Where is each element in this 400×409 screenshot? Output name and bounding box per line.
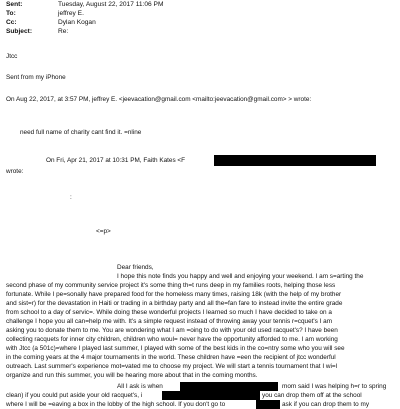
para1-line: challenge I hope you all can=help me with. It's a simple request instead of throwing away your tennis r=cquet's I am xyxy=(6,318,333,325)
sent-row xyxy=(6,1,163,9)
subject-label: Subject: xyxy=(6,28,33,35)
subject-value: Re: xyxy=(58,28,69,35)
para1-line: second phase of my community service project it's some thing th=t runs deep in my families roots, helping those less xyxy=(6,282,336,289)
subject-row xyxy=(6,28,68,36)
redaction-box xyxy=(256,400,280,409)
para1-line: with Jtcc (a 501c)=where I played last summer, I played with some of the best kids in the co=ntry some who you will see xyxy=(6,345,345,352)
para1-line: from school to a day of servic=. While doing these wonderful projects I learned so much I have decided to take on a xyxy=(6,309,332,316)
cc-label: Cc: xyxy=(6,19,17,26)
p-tag: <=p> xyxy=(96,228,111,235)
para2-text: All I ask is when xyxy=(117,383,163,390)
para1-line: and sist=r) for the devastation in Haiti or trading in a birthday party and all the=fan fare to instead invite the entire grade xyxy=(6,300,343,307)
para1-line: asking you to donate them to me. You are wondering what I am =oing to do with your old used racquet's? I have been xyxy=(6,327,338,334)
quote2-header-start: On Fri, Apr 21, 2017 at 10:31 PM, Faith Kates <F xyxy=(46,157,186,164)
para1-line: organize and run this summer, you will be hearing more about that in the coming months. xyxy=(6,372,258,379)
sent-value: Tuesday, August 22, 2017 11:06 PM xyxy=(58,1,164,8)
colon-line: : xyxy=(70,194,72,201)
quote1-text: need full name of charity cant find it. =nline xyxy=(20,129,142,136)
sent-label: Sent: xyxy=(6,1,23,8)
para2-text: you can drop them off at the school xyxy=(262,392,362,399)
redaction-box xyxy=(162,391,260,400)
para2-text: clean) if you could put aside your old racquet's, i xyxy=(6,392,143,399)
para1-line: collecting racquets for inner city children, children who woul= never have the opportunity afforded to me. I am working xyxy=(6,336,338,343)
para1-line: outreach. Last summer's experience mot=vated me to choose my project. We will start a tennis tournament that I wi=l xyxy=(6,363,338,370)
cc-row xyxy=(6,19,96,27)
jtcc-line: Jtcc xyxy=(6,53,18,60)
greeting: Dear friends, xyxy=(117,264,154,271)
signature: Sent from my iPhone xyxy=(6,74,66,81)
para1-line: fortunate. While I pe=sonally have prepared food for the homeless many times, raising 18k (with the help of my brother xyxy=(6,291,342,298)
para2-text: where I will be =eaving a box in the lobby of the high school. If you don't go to xyxy=(6,401,226,408)
para2-text: ask if you can drop them to my xyxy=(282,401,370,408)
para1-line: in the coming years at the 4 major tournaments in the world. These children have =een the recipient of jtcc wonderful xyxy=(6,354,336,361)
cc-value: Dylan Kogan xyxy=(58,19,96,26)
para2-text: mom said I was helping h=r to spring xyxy=(282,383,387,390)
para1-line: I hope this note finds you happy and well and enjoying your weekend. I am s=arting the xyxy=(117,273,364,280)
to-value: jeffrey E. xyxy=(58,10,84,17)
quote1-header: On Aug 22, 2017, at 3:57 PM, jeffrey E. <jeevacation@gmail.com <mailto:jeevacation@gmail.com> > wrote: xyxy=(6,96,312,103)
to-row xyxy=(6,10,84,18)
redaction-box xyxy=(214,155,376,166)
redaction-box xyxy=(180,382,278,391)
to-label: To: xyxy=(6,10,16,17)
quote2-header-end: wrote: xyxy=(6,168,24,175)
